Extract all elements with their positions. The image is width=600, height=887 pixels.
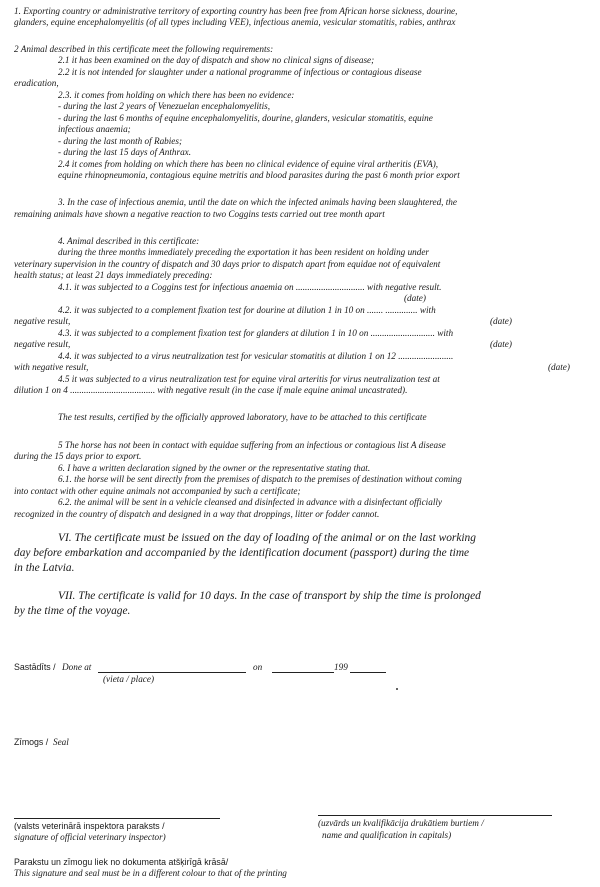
section-vii-line: VII. The certificate is valid for 10 days. In the case of transport by ship the time is prolonged xyxy=(58,590,481,602)
inspector-signature-lv: (valsts veterinārā inspektora paraksts / xyxy=(14,821,165,831)
section2-line: eradication, xyxy=(14,78,59,88)
place-caption: (vieta / place) xyxy=(103,674,155,684)
year-line xyxy=(350,672,386,673)
section4-line: dilution 1 on 4 ..................................... with negative result (in the case if male equine animal uncastrated). xyxy=(14,385,408,395)
section2-heading: 2 Animal described in this certificate meet the following requirements: xyxy=(14,44,274,54)
section4-line: with negative result, xyxy=(14,362,89,372)
section-vii-line: by the time of the voyage. xyxy=(14,605,131,617)
section1-line: 1. Exporting country or administrative territory of exporting country has been free from African horse sickness, dourine, xyxy=(14,6,458,16)
lab-note: The test results, certified by the officially approved laboratory, have to be attached to this certificate xyxy=(58,412,427,422)
date-line xyxy=(272,672,334,673)
section-vi-line: VI. The certificate must be issued on the day of loading of the animal or on the last working xyxy=(58,532,476,544)
section4-line: during the three months immediately preceding the exportation it has been resident on holding under xyxy=(58,247,430,257)
place-line xyxy=(98,672,246,673)
section2-line: 2.4 it comes from holding on which there has been no clinical evidence of equine viral artheritis (EVA), xyxy=(58,159,439,169)
test-4-2: 4.2. it was subjected to a complement fixation test for dourine at dilution 1 in 10 on ....... .............. with xyxy=(58,305,436,315)
section6-line: recognized in the country of dispatch and designed in a way that droppings, litter or fodder cannot. xyxy=(14,509,380,519)
section2-line: - during the last month of Rabies; xyxy=(58,136,183,146)
seal-en: Seal xyxy=(53,737,69,747)
year-label: 199 xyxy=(334,662,348,672)
inspector-signature-line xyxy=(14,818,220,819)
section2-line: 2.1 it has been examined on the day of dispatch and show no clinical signs of disease; xyxy=(58,55,375,65)
test-4-3: 4.3. it was subjected to a complement fixation test for glanders at dilution 1 in 10 on ............................ with xyxy=(58,328,454,338)
inspector-signature-en: signature of official veterinary inspector) xyxy=(14,832,166,842)
section4-line: health status; at least 21 days immediately preceding: xyxy=(14,270,213,280)
section2-line: equine rhinopneumonia, contagious equine metritis and blood parasites during the past 6 month prior export xyxy=(58,170,460,180)
on-label: on xyxy=(253,662,263,672)
section6-line: into contact with other equine animals not accompanied by such a certificate; xyxy=(14,486,301,496)
section6-line: 6.1. the horse will be sent directly from the premises of dispatch to the premises of destination without coming xyxy=(58,474,462,484)
section2-line: - during the last 2 years of Venezuelan encephalomyelitis, xyxy=(58,101,271,111)
section4-line: negative result, xyxy=(14,339,71,349)
section5-line: during the 15 days prior to export. xyxy=(14,451,142,461)
seal-lv: Zīmogs / xyxy=(14,737,49,747)
name-qualification-lv: (uzvārds un kvalifikācija drukātiem burtiem / xyxy=(318,818,484,828)
section-vi-line: day before embarkation and accompanied by the identification document (passport) during the time xyxy=(14,547,470,559)
date-caption: (date) xyxy=(548,362,570,372)
colour-note-en: This signature and seal must be in a different colour to that of the printing xyxy=(14,868,287,878)
test-4-4: 4.4. it was subjected to a virus neutralization test for vesicular stomatitis at dilution 1 on 12 ........................ xyxy=(58,351,454,361)
section3-line: remaining animals have shown a negative reaction to two Coggins tests carried out tree month apart xyxy=(14,209,385,219)
section2-line: 2.2 it is not intended for slaughter under a national programme of infectious or contagious disease xyxy=(58,67,422,77)
section-vi-line: in the Latvia. xyxy=(14,562,75,574)
section4-line: veterinary supervision in the country of dispatch and 30 days prior to dispatch apart from equidae not of equivalent xyxy=(14,259,441,269)
colour-note-lv: Parakstu un zīmogu liek no dokumenta atšķirīgā krāsā/ xyxy=(14,857,229,867)
done-at-en: Done at xyxy=(62,662,92,672)
name-qualification-en: name and qualification in capitals) xyxy=(322,830,452,840)
date-caption: (date) xyxy=(404,293,426,303)
section2-line: - during the last 15 days of Anthrax. xyxy=(58,147,192,157)
speck xyxy=(396,688,398,690)
section4-line: negative result, xyxy=(14,316,71,326)
section3-line: 3. In the case of infectious anemia, until the date on which the infected animals having been slaughtered, the xyxy=(58,197,457,207)
done-at-lv: Sastādīts / xyxy=(14,662,56,672)
section2-line: 2.3. it comes from holding on which there has been no evidence: xyxy=(58,90,295,100)
name-qualification-line xyxy=(318,815,552,816)
section1-line: glanders, equine encephalomyelitis (of all types including VEE), infectious anemia, vesicular stomatitis, rabies, anthrax xyxy=(14,17,456,27)
section4-heading: 4. Animal described in this certificate: xyxy=(58,236,200,246)
section6-line: 6.2. the animal will be sent in a vehicle cleansed and disinfected in advance with a disinfectant officially xyxy=(58,497,443,507)
test-4-1: 4.1. it was subjected to a Coggins test for infectious anaemia on .............................. with negative result. xyxy=(58,282,442,292)
test-4-5: 4.5 it was subjected to a virus neutralization test for equine viral arteritis for virus neutralization test at xyxy=(58,374,440,384)
section2-line: infectious anaemia; xyxy=(58,124,131,134)
section6-line: 6. I have a written declaration signed by the owner or the representative stating that. xyxy=(58,463,371,473)
section2-line: - during the last 6 months of equine encephalomyelitis, dourine, glanders, vesicular stomatitis, equine xyxy=(58,113,433,123)
date-caption: (date) xyxy=(490,316,512,326)
section5-line: 5 The horse has not been in contact with equidae suffering from an infectious or contagious list A disease xyxy=(58,440,446,450)
date-caption: (date) xyxy=(490,339,512,349)
